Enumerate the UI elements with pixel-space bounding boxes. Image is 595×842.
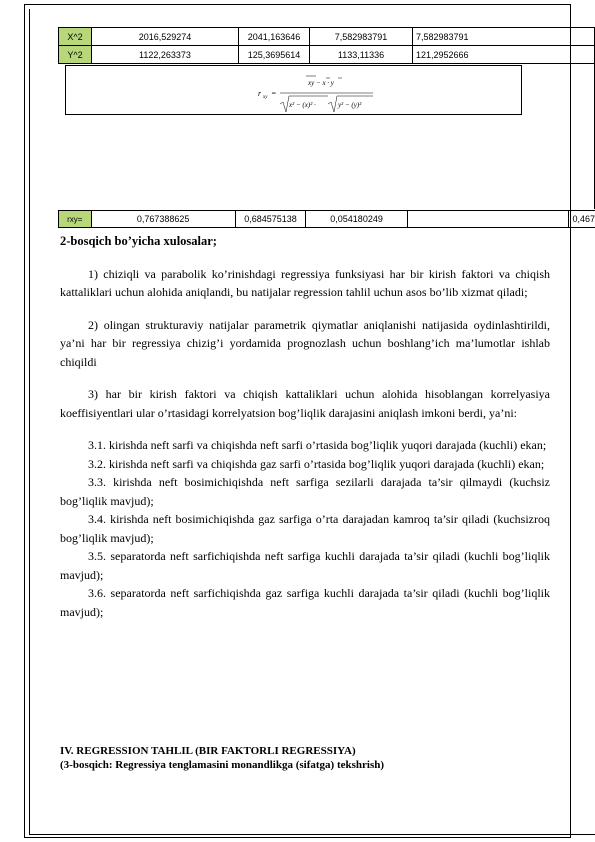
table-cell: 2041,163646 [239, 28, 310, 46]
paragraph: 2) olingan strukturaviy natijalar parametrik qiymatlar aniqlanishi natijasida oydinlashtirildi, ya’ni har bir regressiya chizig’i yordamida prognozlash uchun boshlang’ich ma’lumotlar ishlab chiqildi [60, 317, 550, 369]
formula-graphic [258, 74, 378, 114]
list-item: 3.5. separatorda neft sarfichiqishda neft sarfiga kuchli darajada ta’sir qiladi (kuchli bog’liqlik mavjud); [60, 549, 550, 582]
list-item: 3.1. kirishda neft sarfi va chiqishda neft sarfi o’rtasida bog’liqlik yuqori darajada (kuchli) ekan; [88, 438, 547, 452]
section-title: 2-bosqich bo’yicha xulosalar; [60, 234, 217, 248]
formula-frame-gap [248, 115, 374, 117]
row-label: rxy= [59, 211, 92, 228]
correlation-formula [258, 74, 378, 114]
section-heading: IV. REGRESSION TAHLIL (BIR FAKTORLI REGRESSIYA) [60, 745, 356, 757]
table-cell: 121,2952666 [413, 46, 595, 64]
list-item: 3.6. separatorda neft sarfichiqishda gaz sarfiga kuchli darajada ta’sir qiladi (kuchli bog’liqlik mavjud); [60, 586, 550, 619]
table-row [59, 46, 595, 64]
table-cell: 0,054180249 [306, 211, 408, 228]
formula-denominator: x² − (x)² · [289, 101, 316, 109]
formula-lhs: r [258, 89, 262, 98]
table-cell: 2016,529274 [92, 28, 239, 46]
formula-numerator: xy − x · y [308, 79, 334, 87]
table-cell [407, 211, 569, 228]
table-cell: 0,467 [569, 211, 595, 228]
list-item: 3.2. kirishda neft sarfi va chiqishda gaz sarfi o’rtasida bog’liqlik yuqori darajada (kuchli) ekan; [88, 456, 545, 471]
paragraph: 3) har bir kirish faktori va chiqish kattaliklari uchun alohida hisoblangan korrelyasiya koeffisiyentlari ular o’rtasidagi korrelyatsion bog’liqlik darajasini aniqlash imkoni berdi, ya’ni: [60, 387, 550, 420]
list-item: 3.4. kirishda neft bosimichiqishda gaz sarfiga o’rta darajadan kamroq ta’sir qiladi (kuchsizroq bog’liqlik mavjud); [60, 512, 550, 545]
correlation-row [58, 210, 595, 228]
table-cell: 7,582983791 [413, 28, 595, 46]
conclusions-section [60, 232, 550, 621]
row-label: X^2 [59, 28, 92, 46]
formula-lhs-sub: xy [263, 95, 268, 100]
paragraph: 1) chiziqli va parabolik ko’rinishdagi regressiya funksiyasi har bir kirish faktori va chiqish kattaliklari uchun alohida aniqlandi, bu natijalar regression tahlil uchun asos bo’lib xizmat qiladi; [60, 266, 550, 299]
table-cell: 0,767388625 [91, 211, 235, 228]
list-item: 3.3. kirishda neft bosimichiqishda neft sarfiga sezilarli darajada ta’sir qilmaydi (kuchsiz bog’liqlik mavjud); [60, 475, 550, 508]
squares-table [58, 27, 595, 64]
formula-equals: = [271, 89, 277, 98]
table-row [59, 28, 595, 46]
table-cell: 0,684575138 [235, 211, 306, 228]
formula-denominator-y: y² − (y)² [338, 101, 362, 109]
section-subheading: (3-bosqich: Regressiya tenglamasini monandlikga (sifatga) tekshrish) [60, 759, 385, 771]
table-cell: 125,3695614 [239, 46, 310, 64]
table-cell: 7,582983791 [310, 28, 413, 46]
row-label: Y^2 [59, 46, 92, 64]
table-cell: 1122,263373 [92, 46, 239, 64]
next-section-heading [60, 744, 550, 772]
table-row [59, 211, 595, 228]
table-cell: 1133,11336 [310, 46, 413, 64]
